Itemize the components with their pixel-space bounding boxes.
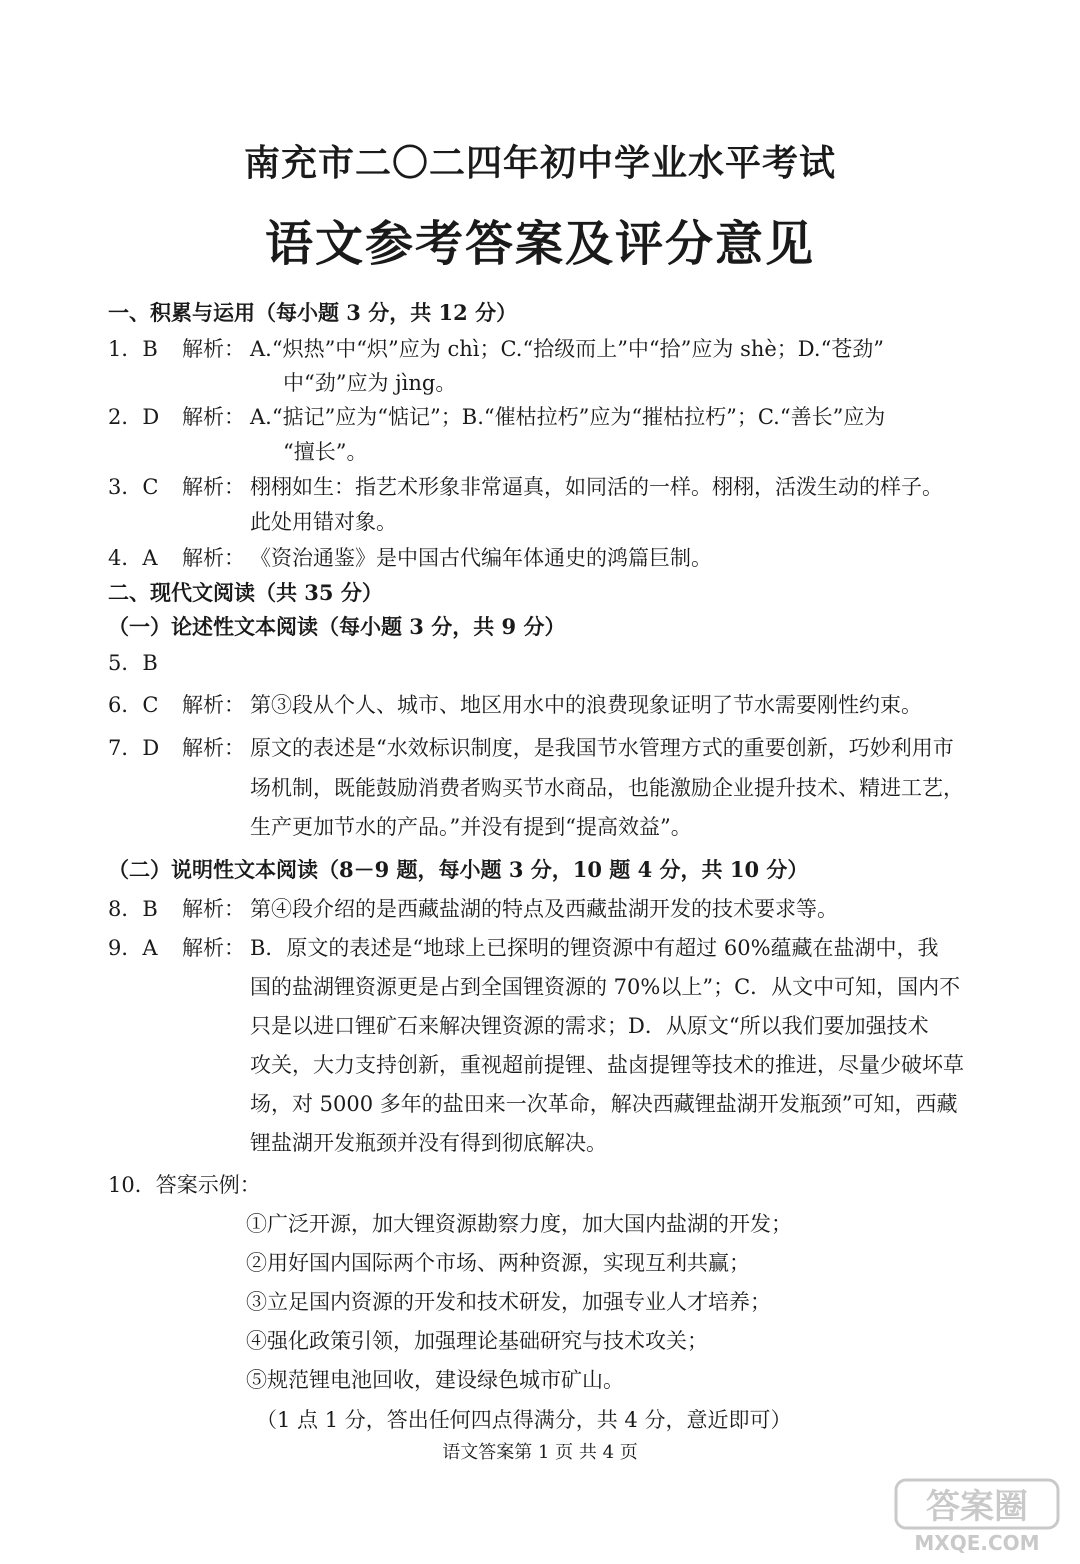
q3-line-2: 此处用错对象。 bbox=[250, 510, 397, 534]
q2-line-2: “擅长”。 bbox=[283, 440, 368, 464]
q8-text: 第④段介绍的是西藏盐湖的特点及西藏盐湖开发的技术要求等。 bbox=[250, 897, 838, 921]
q7-text: 原文的表述是“水效标识制度，是我国节水管理方式的重要创新，巧妙利用市 bbox=[250, 736, 954, 760]
q2-number: 2．D bbox=[108, 405, 160, 429]
q9-line-3: 只是以进口锂矿石来解决锂资源的需求；D．从原文“所以我们要加强技术 bbox=[250, 1014, 929, 1038]
q9-line-1 bbox=[108, 933, 939, 963]
q9-label: 解析： bbox=[182, 936, 245, 960]
watermark-top-text: 答案圈 bbox=[926, 1487, 1028, 1527]
q2-text: A.“掂记”应为“惦记”；B.“催枯拉朽”应为“摧枯拉朽”；C.“善长”应为 bbox=[250, 405, 886, 429]
exam-title: 南充市二〇二四年初中学业水平考试 bbox=[243, 142, 836, 184]
q9-line-4: 攻关，大力支持创新，重视超前提锂、盐卤提锂等技术的推进，尽量少破坏草 bbox=[250, 1053, 964, 1077]
q6-number: 6．C bbox=[108, 693, 159, 717]
q4-label: 解析： bbox=[182, 546, 245, 570]
q5-number: 5．B bbox=[108, 651, 158, 675]
q1-number: 1．B bbox=[108, 337, 158, 361]
q8-line-1 bbox=[108, 894, 838, 924]
q1-text: A.“炽热”中“炽”应为 chì；C.“拾级而上”中“拾”应为 shè；D.“苍劲” bbox=[250, 337, 885, 361]
q8-number: 8．B bbox=[108, 897, 158, 921]
watermark-bottom-text: MXQE.COM bbox=[914, 1531, 1040, 1555]
q9-number: 9．A bbox=[108, 936, 158, 960]
q9-text: B．原文的表述是“地球上已探明的锂资源中有超过 60%蕴藏在盐湖中，我 bbox=[250, 936, 939, 960]
q7-line-3: 生产更加节水的产品。”并没有提到“提高效益”。 bbox=[250, 815, 692, 839]
q4-text: 《资治通鉴》是中国古代编年体通史的鸿篇巨制。 bbox=[250, 546, 712, 570]
document-title: 语文参考答案及评分意见 bbox=[264, 216, 815, 272]
q1-line-2: 中“劲”应为 jìng。 bbox=[283, 371, 457, 395]
q3-text: 栩栩如生：指艺术形象非常逼真，如同活的一样。栩栩，活泼生动的样子。 bbox=[250, 475, 943, 499]
page-footer: 语文答案第 1 页 共 4 页 bbox=[442, 1442, 638, 1463]
q3-line-1 bbox=[108, 472, 943, 502]
section-1-heading: 一、积累与运用（每小题 3 分，共 12 分） bbox=[108, 300, 518, 325]
q2-label: 解析： bbox=[182, 405, 245, 429]
q7-label: 解析： bbox=[182, 736, 245, 760]
q9-line-6: 锂盐湖开发瓶颈并没有得到彻底解决。 bbox=[250, 1131, 607, 1155]
subsection-1-heading: （一）论述性文本阅读（每小题 3 分，共 9 分） bbox=[108, 614, 566, 639]
section-2-heading: 二、现代文阅读（共 35 分） bbox=[108, 580, 383, 605]
q7-line-1 bbox=[108, 733, 954, 763]
q1-line-1 bbox=[108, 334, 884, 364]
q3-number: 3．C bbox=[108, 475, 159, 499]
q6-line-1 bbox=[108, 690, 922, 720]
q2-line-1 bbox=[108, 402, 885, 432]
q8-label: 解析： bbox=[182, 897, 245, 921]
q1-label: 解析： bbox=[182, 337, 245, 361]
q10-scoring-note: （1 点 1 分，答出任何四点得满分，共 4 分，意近即可） bbox=[256, 1408, 792, 1432]
q10-item-3: ③立足国内资源的开发和技术研发，加强专业人才培养； bbox=[246, 1290, 771, 1314]
q10-item-5: ⑤规范锂电池回收，建设绿色城市矿山。 bbox=[246, 1368, 624, 1392]
q10-heading: 10．答案示例： bbox=[108, 1173, 261, 1197]
q7-number: 7．D bbox=[108, 736, 160, 760]
q6-text: 第③段从个人、城市、地区用水中的浪费现象证明了节水需要刚性约束。 bbox=[250, 693, 922, 717]
q5-line bbox=[108, 648, 182, 678]
q7-line-2: 场机制，既能鼓励消费者购买节水商品，也能激励企业提升技术、精进工艺， bbox=[250, 776, 964, 800]
q3-label: 解析： bbox=[182, 475, 245, 499]
subsection-2-heading: （二）说明性文本阅读（8－9 题，每小题 3 分，10 题 4 分，共 10 分） bbox=[108, 857, 809, 882]
q4-line-1 bbox=[108, 543, 712, 573]
q10-item-4: ④强化政策引领，加强理论基础研究与技术攻关； bbox=[246, 1329, 708, 1353]
watermark-logo-icon bbox=[892, 1476, 1062, 1556]
q4-number: 4．A bbox=[108, 546, 158, 570]
q6-label: 解析： bbox=[182, 693, 245, 717]
q9-line-2: 国的盐湖锂资源更是占到全国锂资源的 70%以上”；C．从文中可知，国内不 bbox=[250, 975, 961, 999]
q10-item-1: ①广泛开源，加大锂资源勘察力度，加大国内盐湖的开发； bbox=[246, 1212, 792, 1236]
q10-item-2: ②用好国内国际两个市场、两种资源，实现互利共赢； bbox=[246, 1251, 750, 1275]
q9-line-5: 场，对 5000 多年的盐田来一次革命，解决西藏锂盐湖开发瓶颈”可知，西藏 bbox=[250, 1092, 958, 1116]
